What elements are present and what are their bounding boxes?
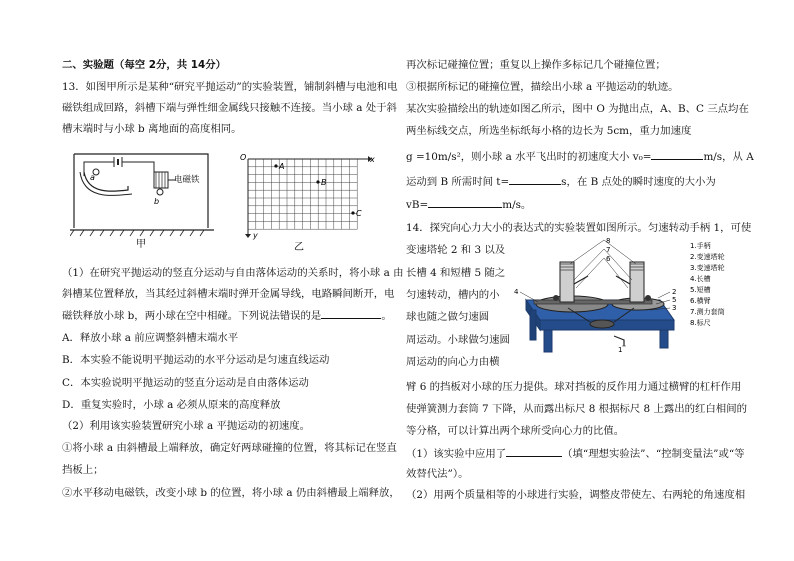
fig-number-5: 5 bbox=[672, 296, 677, 304]
answer-blank-t[interactable] bbox=[509, 174, 561, 185]
part2-line-2: ①将小球 a 由斜槽最上端释放，确定好两球碰撞的位置，将其标记在竖直 bbox=[62, 442, 397, 454]
fig-number-2: 2 bbox=[672, 288, 677, 296]
q13-stem-line-3: 槽末端时与小球 b 离地面的高度相同。 bbox=[62, 123, 242, 135]
electromagnet-label: 电磁铁 bbox=[174, 175, 200, 185]
q14-wrap-4: 球也随之做匀速圆 bbox=[406, 311, 490, 323]
fill-line-1-end: m/s，从 A bbox=[703, 151, 754, 163]
right-line-1: 再次标记碰撞位置；重复以上操作多标记几个碰撞位置； bbox=[406, 59, 666, 71]
q13-stem-line-2: 磁铁组成回路，斜槽下端与弹性细金属线只接触不连接。当小球 a 处于斜 bbox=[62, 102, 397, 114]
part1-line-2: 斜槽某位置释放，当其经过斜槽末端时弹开金属导线，电路瞬间断开，电 bbox=[62, 288, 395, 300]
q14-wrap-6: 周运动的向心力由横 bbox=[406, 356, 500, 368]
legend-item-1: 1.手柄 bbox=[690, 242, 711, 250]
answer-blank-vb[interactable] bbox=[428, 197, 502, 208]
q14-part1-end: 效替代法”）。 bbox=[406, 468, 469, 480]
label-a: a bbox=[90, 173, 95, 182]
part2-line-4: ②水平移动电磁铁，改变小球 b 的位置，将小球 a 仍由斜槽最上端释放， bbox=[62, 487, 400, 499]
q14-part1-options: （填“理想实验法”、“控制变量法”或“等 bbox=[562, 448, 745, 460]
fig-number-6: 6 bbox=[606, 255, 611, 263]
legend-item-2: 2.变速塔轮 bbox=[690, 253, 725, 261]
figure-yi bbox=[236, 150, 376, 252]
q14-part1-line bbox=[406, 446, 745, 461]
q14-after-3: 等分格，可以计算出两个球所受向心力的比值。 bbox=[406, 425, 625, 437]
point-c-label: C bbox=[356, 209, 362, 218]
legend-item-4: 4.长槽 bbox=[690, 275, 711, 283]
right-line-3: 某次实验描绘出的轨迹如图乙所示，图中 O 为抛出点，A、B、C 三点均在 bbox=[406, 103, 749, 115]
q14-wrap-5: 周运动。小球做匀速圆 bbox=[406, 334, 510, 346]
part1-line-1: （1）在研究平抛运动的竖直分运动与自由落体运动的关系时，将小球 a 由 bbox=[62, 267, 404, 279]
label-b: b bbox=[154, 197, 160, 206]
option-c: C．本实验说明平抛运动的竖直分运动是自由落体运动 bbox=[62, 377, 309, 389]
part1-line-3-text: 磁铁释放小球 b，两小球在空中相碰。下列说法错误的是 bbox=[62, 310, 322, 322]
option-a: A．释放小球 a 前应调整斜槽末端水平 bbox=[62, 332, 239, 344]
part1-line-3-end: 。 bbox=[381, 310, 392, 322]
q14-first-line: 14．探究向心力大小的表达式的实验装置如图所示。匀速转动手柄 1，可使 bbox=[406, 222, 752, 234]
fill-line-1 bbox=[406, 149, 754, 164]
caption-yi: 乙 bbox=[294, 242, 304, 252]
part2-line-3: 挡板上； bbox=[62, 464, 104, 476]
fill-line-2 bbox=[406, 174, 716, 189]
fig-number-4: 4 bbox=[514, 288, 519, 296]
fig-number-3: 3 bbox=[672, 304, 677, 312]
point-b-label: B bbox=[321, 178, 327, 187]
option-b: B．本实验不能说明平抛运动的水平分运动是匀速直线运动 bbox=[62, 354, 330, 366]
q14-part1-text: （1）该实验中应用了 bbox=[406, 448, 507, 460]
fill-line-2-end: s，在 B 点处的瞬时速度的大小为 bbox=[561, 176, 716, 188]
legend-item-8: 8.标尺 bbox=[690, 319, 711, 327]
x-axis-label: x bbox=[370, 155, 375, 164]
legend-item-3: 3.变速塔轮 bbox=[690, 264, 725, 272]
fill-line-3-end: m/s。 bbox=[502, 199, 532, 211]
right-line-2: ③根据所标记的碰撞位置，描绘出小球 a 平抛运动的轨迹。 bbox=[406, 81, 679, 93]
legend-item-5: 5.短槽 bbox=[690, 286, 711, 294]
q14-wrap-3: 匀速转动，槽内的小 bbox=[406, 289, 500, 301]
option-d: D．重复实验时，小球 a 必须从原来的高度释放 bbox=[62, 399, 281, 411]
fig-number-8: 8 bbox=[606, 237, 611, 245]
answer-blank-v0[interactable] bbox=[651, 149, 703, 160]
legend-item-7: 7.测力套筒 bbox=[690, 308, 725, 316]
section-title: 二、实验题（每空 2分，共 14分） bbox=[62, 59, 227, 71]
centripetal-apparatus-figure bbox=[510, 236, 738, 356]
answer-blank-1[interactable] bbox=[321, 308, 381, 319]
origin-label: O bbox=[240, 153, 247, 162]
fig-number-7: 7 bbox=[606, 246, 611, 254]
right-line-4: 两坐标线交点，所选坐标纸每小格的边长为 5cm，重力加速度 bbox=[406, 125, 692, 137]
q14-after-2: 使弹簧测力套筒 7 下降，从而露出标尺 8 根据标尺 8 上露出的红白相间的 bbox=[406, 403, 747, 415]
figure-jia bbox=[70, 150, 218, 250]
answer-blank-method[interactable] bbox=[506, 446, 562, 457]
point-a-label: A bbox=[279, 162, 285, 171]
part1-line-3 bbox=[62, 308, 392, 323]
fill-line-3 bbox=[406, 197, 531, 212]
fill-line-2-text: 运动到 B 所需时间 t= bbox=[406, 176, 510, 188]
y-axis-label: y bbox=[253, 231, 258, 240]
part2-line-1: （2）利用该实验装置研究小球 a 平抛运动的初速度。 bbox=[62, 420, 311, 432]
caption-jia: 甲 bbox=[136, 239, 146, 250]
legend-item-6: 6.横臂 bbox=[690, 297, 711, 305]
q14-after-1: 臂 6 的挡板对小球的压力提供。球对挡板的反作用力通过横臂的杠杆作用 bbox=[406, 381, 742, 393]
fig-number-1: 1 bbox=[618, 346, 623, 354]
q14-part2-line: （2）用两个质量相等的小球进行实验，调整皮带使左、右两轮的角速度相 bbox=[406, 489, 746, 501]
q14-wrap-1: 变速塔轮 2 和 3 以及 bbox=[406, 244, 506, 256]
fill-line-1-text: g =10m/s²，则小球 a 水平飞出时的初速度大小 v₀= bbox=[406, 151, 652, 163]
q13-stem-line-1: 13．如图甲所示是某种“研究平抛运动”的实验装置，铺制斜槽与电池和电 bbox=[62, 81, 398, 93]
fill-line-3-text: vB= bbox=[406, 199, 429, 211]
q14-wrap-2: 长槽 4 和短槽 5 随之 bbox=[406, 267, 506, 279]
